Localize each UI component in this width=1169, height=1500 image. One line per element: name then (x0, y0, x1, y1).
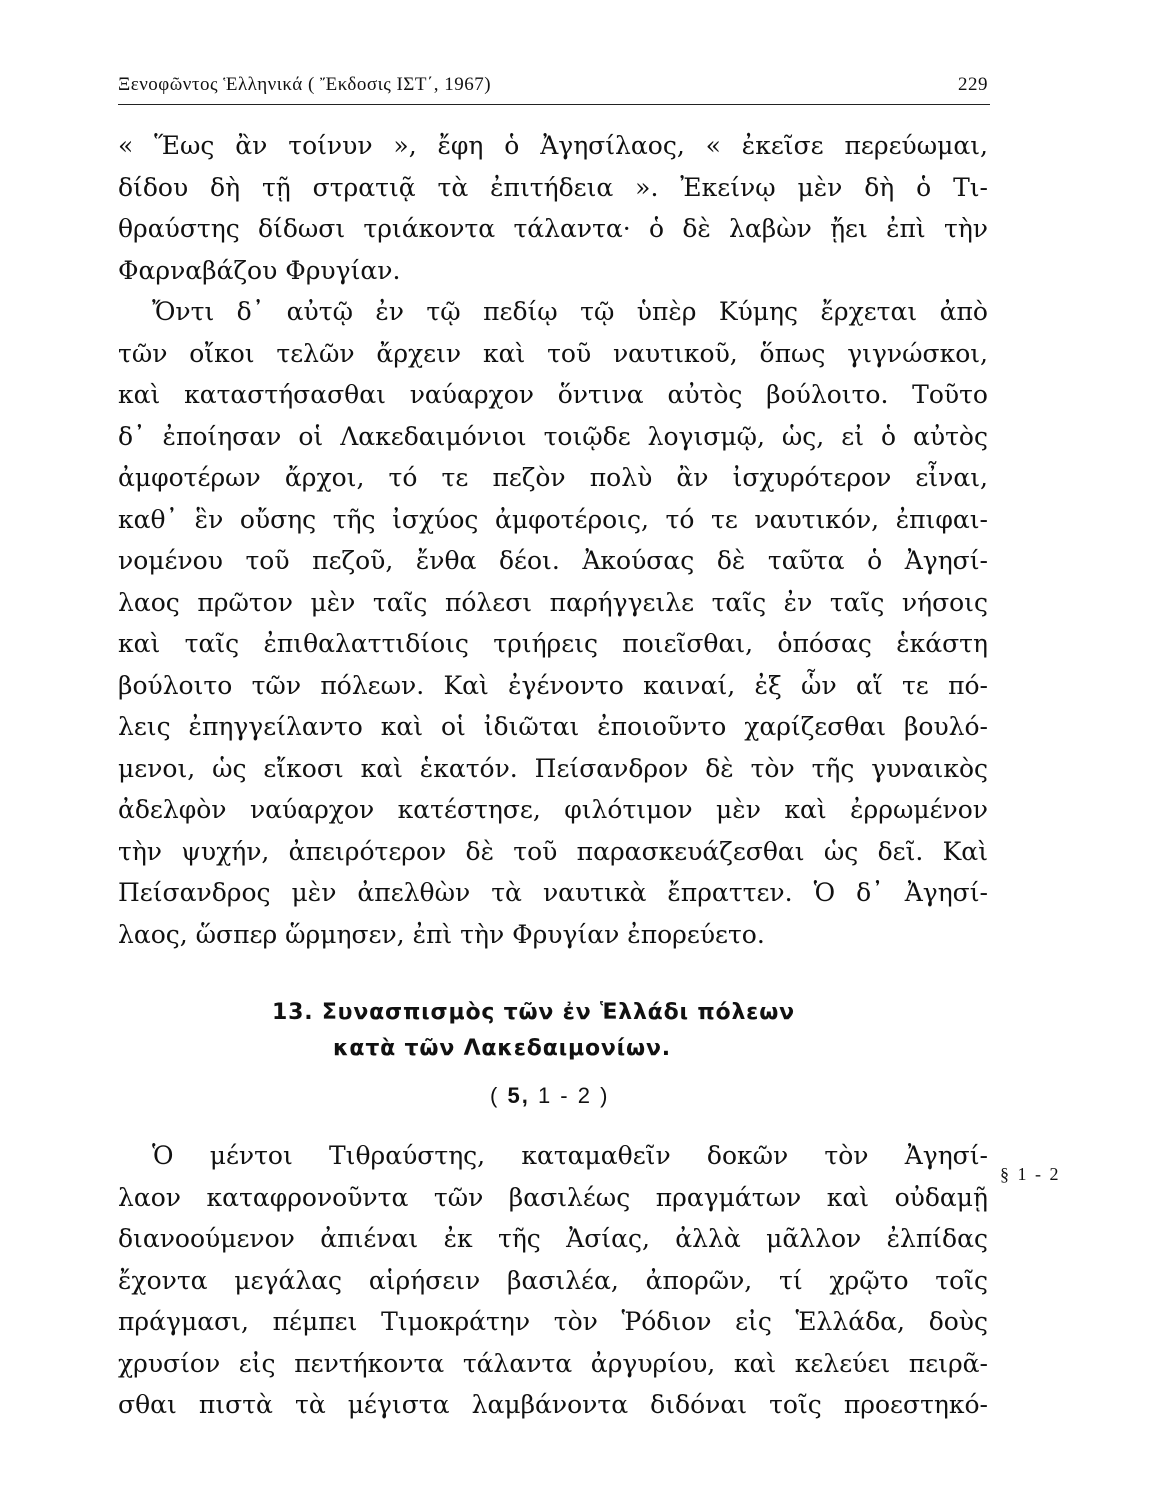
header-title: Ξενοφῶντος Ἑλληνικά ( Ἔκδοσις ΙΣΤ΄, 1967) (118, 74, 492, 95)
text-line: βούλοιτο τῶν πόλεων. Καὶ ἐγένοντο καιναί, ἐξ ὧν αἵ τε πό- (118, 670, 988, 700)
text-line: σθαι πιστὰ τὰ μέγιστα λαμβάνοντα διδόναι τοῖς προεστηκό- (118, 1390, 988, 1419)
text-line: ἀμφοτέρων ἄρχοι, τό τε πεζὸν πολὺ ἂν ἰσχυρότερον εἶναι, (118, 463, 988, 492)
text-line: δίδου δὴ τῇ στρατιᾷ τὰ ἐπιτήδεια ». Ἐκείνῳ μὲν δὴ ὁ Τι- (118, 172, 988, 202)
text-line: ἔχοντα μεγάλας αἱρήσειν βασιλέα, ἀπορῶν, τί χρῷτο τοῖς (118, 1265, 988, 1295)
paragraph-2 (118, 1135, 988, 1426)
text-line: καθ᾽ ἓν οὔσης τῆς ἰσχύος ἀμφοτέροις, τό τε ναυτικόν, ἐπιφαι- (118, 504, 988, 534)
text-line: καὶ ταῖς ἐπιθαλαττιδίοις τριήρεις ποιεῖσθαι, ὁπόσας ἑκάστη (118, 629, 988, 658)
ref-close-paren: ) (600, 1083, 610, 1108)
section-reference (490, 1083, 609, 1109)
text-line: διανοούμενον ἀπιέναι ἐκ τῆς Ἀσίας, ἀλλὰ μᾶλλον ἐλπίδας (118, 1224, 988, 1253)
text-line: λαος πρῶτον μὲν ταῖς πόλεσι παρήγγειλε ταῖς ἐν ταῖς νήσοις (118, 587, 988, 617)
text-line: Ὁ μέντοι Τιθραύστης, καταμαθεῖν δοκῶν τὸν Ἀγησί- (152, 1141, 988, 1170)
text-line: ἀδελφὸν ναύαρχον κατέστησε, φιλότιμον μὲν καὶ ἐρρωμένον (118, 795, 988, 824)
ref-open-paren: ( (490, 1083, 500, 1108)
text-line: λαον καταφρονοῦντα τῶν βασιλέως πραγμάτων καὶ οὐδαμῇ (118, 1182, 988, 1212)
text-line: θραύστης δίδωσι τριάκοντα τάλαντα· ὁ δὲ λαβὼν ᾔει ἐπὶ τὴν (118, 214, 988, 243)
text-line: λεις ἐπηγγείλαντο καὶ οἱ ἰδιῶται ἐποιοῦντο χαρίζεσθαι βουλό- (118, 712, 988, 741)
ref-book: 5, (507, 1083, 530, 1108)
text-line: πράγμασι, πέμπει Τιμοκράτην τὸν Ῥόδιον εἰς Ἑλλάδα, δοὺς (118, 1307, 988, 1336)
section-title-line-1: 13. Συνασπισμὸς τῶν ἐν Ἑλλάδι πόλεων (272, 1000, 795, 1025)
text-line: Ὄντι δ᾽ αὐτῷ ἐν τῷ πεδίῳ τῷ ὑπὲρ Κύμης ἔρχεται ἀπὸ (152, 297, 988, 326)
text-line: « Ἕως ἂν τοίνυν », ἔφη ὁ Ἀγησίλαος, « ἐκεῖσε περεύωμαι, (118, 131, 988, 160)
text-line: χρυσίον εἰς πεντήκοντα τάλαντα ἀργυρίου, καὶ κελεύει πειρᾶ- (118, 1348, 988, 1378)
running-header (118, 70, 990, 105)
text-line: νομένου τοῦ πεζοῦ, ἔνθα δέοι. Ἀκούσας δὲ ταῦτα ὁ Ἀγησί- (118, 546, 988, 575)
paragraph-1 (118, 125, 988, 955)
text-line: τὴν ψυχήν, ἀπειρότερον δὲ τοῦ παρασκευάζεσθαι ὡς δεῖ. Καὶ (118, 836, 988, 866)
page-number: 229 (958, 74, 988, 95)
section-title-line-2: κατὰ τῶν Λακεδαιμονίων. (333, 1036, 671, 1061)
text-line: μενοι, ὡς εἴκοσι καὶ ἑκατόν. Πείσανδρον δὲ τὸν τῆς γυναικὸς (118, 753, 988, 783)
text-line: Πείσανδρος μὲν ἀπελθὼν τὰ ναυτικὰ ἔπραττεν. Ὁ δ᾽ Ἀγησί- (118, 878, 988, 907)
text-line: δ᾽ ἐποίησαν οἱ Λακεδαιμόνιοι τοιῷδε λογισμῷ, ὡς, εἰ ὁ αὐτὸς (118, 421, 988, 451)
text-line: Φαρναβάζου Φρυγίαν. (118, 255, 401, 285)
margin-section-note: § 1 - 2 (1000, 1164, 1061, 1184)
text-line: καὶ καταστήσασθαι ναύαρχον ὅντινα αὐτὸς βούλοιτο. Τοῦτο (118, 380, 988, 409)
text-line: λαος, ὥσπερ ὥρμησεν, ἐπὶ τὴν Φρυγίαν ἐπορεύετο. (118, 919, 765, 949)
ref-range: 1 - 2 (537, 1083, 592, 1108)
text-line: τῶν οἴκοι τελῶν ἄρχειν καὶ τοῦ ναυτικοῦ, ὅπως γιγνώσκοι, (118, 338, 988, 368)
